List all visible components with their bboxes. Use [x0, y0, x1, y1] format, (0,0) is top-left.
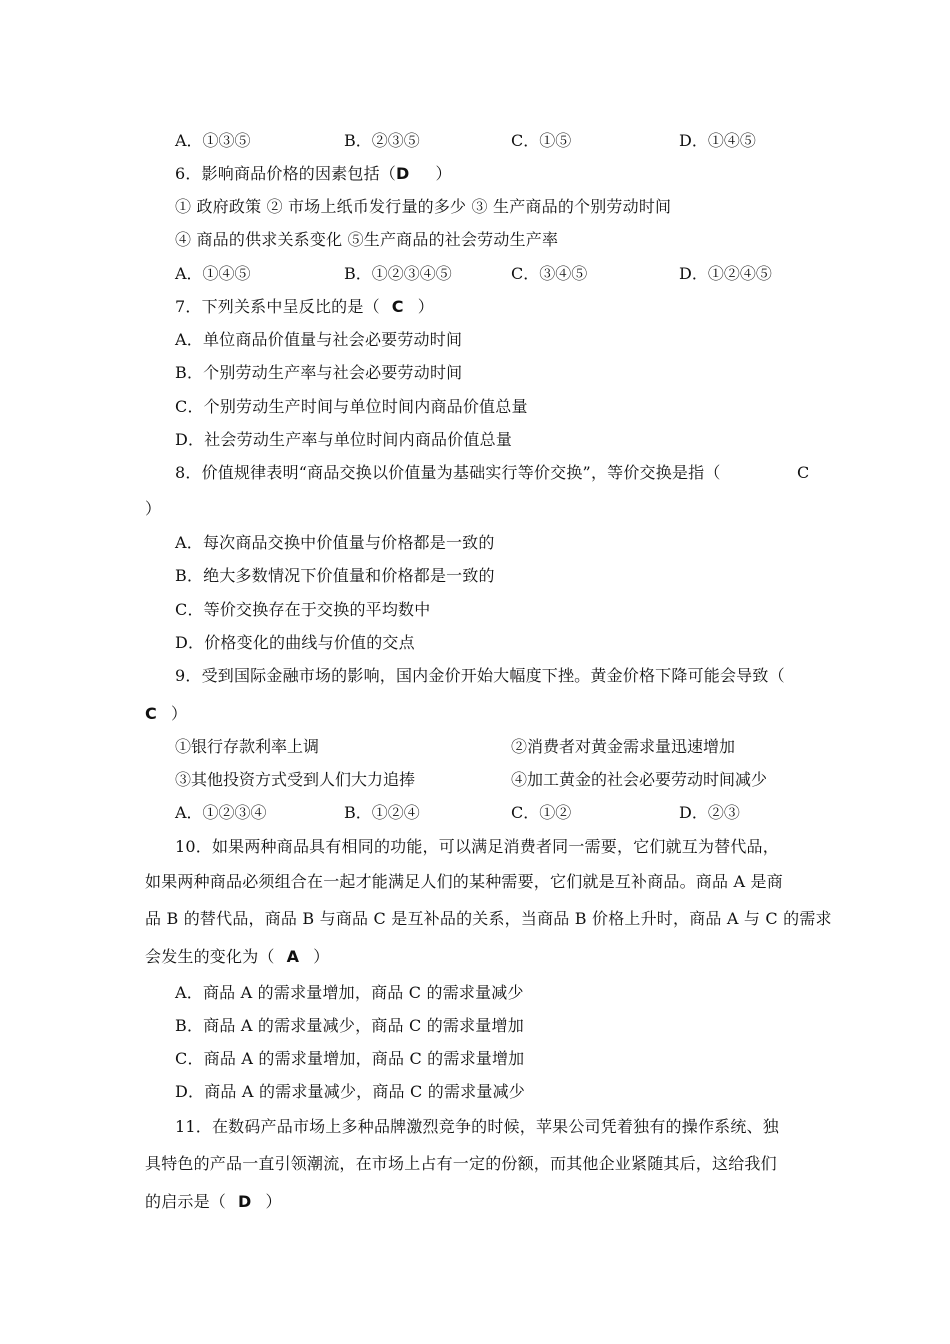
q5-option-d: D．①④⑤ [679, 131, 756, 150]
q9-option-a: A．①②③④ [175, 803, 267, 822]
q10-option-b: B．商品 A 的需求量减少，商品 C 的需求量增加 [175, 1016, 524, 1035]
q6-stem: 6．影响商品价格的因素包括（D ） [175, 164, 452, 183]
q8-option-b: B．绝大多数情况下价值量和价格都是一致的 [175, 566, 495, 585]
q7-answer: C [391, 297, 404, 316]
q10-line4: 会发生的变化为（ A ） [145, 947, 330, 966]
q8-close-paren: ） [145, 499, 162, 518]
q9-item-2: ②消费者对黄金需求量迅速增加 [511, 737, 736, 756]
q9-option-c: C．①② [511, 803, 572, 822]
q11-answer: D [238, 1192, 252, 1211]
q8-stem: 8．价值规律表明“商品交换以价值量为基础实行等价交换”，等价交换是指（ [175, 463, 721, 482]
q10-answer: A [286, 947, 300, 966]
q11-line3: 的启示是（ D ） [145, 1192, 282, 1211]
q7-option-d: D．社会劳动生产率与单位时间内商品价值总量 [175, 430, 513, 449]
q8-option-a: A．每次商品交换中价值量与价格都是一致的 [175, 533, 495, 552]
q10-line3: 品 B 的替代品，商品 B 与商品 C 是互补品的关系，当商品 B 价格上升时，商品 A 与 C 的需求 [145, 909, 832, 928]
q9-option-d: D．②③ [679, 803, 740, 822]
q7-stem: 7．下列关系中呈反比的是（ C ） [175, 297, 434, 316]
q9-answer-line: C ） [145, 704, 188, 723]
q6-option-c: C．③④⑤ [511, 264, 588, 283]
q9-option-b: B．①②④ [344, 803, 420, 822]
q10-option-a: A．商品 A 的需求量增加，商品 C 的需求量减少 [175, 983, 524, 1002]
q6-option-d: D．①②④⑤ [679, 264, 772, 283]
q9-item-1: ①银行存款利率上调 [175, 737, 320, 756]
q9-stem: 9．受到国际金融市场的影响，国内金价开始大幅度下挫。黄金价格下降可能会导致（ [175, 666, 785, 685]
q6-items-line1: ① 政府政策 ② 市场上纸币发行量的多少 ③ 生产商品的个别劳动时间 [175, 197, 672, 216]
q7-option-a: A．单位商品价值量与社会必要劳动时间 [175, 330, 463, 349]
q6-items-line2: ④ 商品的供求关系变化 ⑤生产商品的社会劳动生产率 [175, 230, 559, 249]
q8-answer: C [797, 463, 810, 482]
q8-option-d: D．价格变化的曲线与价值的交点 [175, 633, 415, 652]
q10-option-d: D．商品 A 的需求量减少，商品 C 的需求量减少 [175, 1082, 525, 1101]
q11-line2: 具特色的产品一直引领潮流，在市场上占有一定的份额，而其他企业紧随其后，这给我们 [145, 1154, 777, 1173]
q9-answer: C [145, 704, 157, 723]
q7-option-c: C．个别劳动生产时间与单位时间内商品价值总量 [175, 397, 528, 416]
q9-item-4: ④加工黄金的社会必要劳动时间减少 [511, 770, 768, 789]
q10-line2: 如果两种商品必须组合在一起才能满足人们的某种需要，它们就是互补商品。商品 A 是商 [145, 872, 783, 891]
q6-answer: D [395, 164, 410, 183]
q7-option-b: B．个别劳动生产率与社会必要劳动时间 [175, 363, 463, 382]
q5-option-a: A．①③⑤ [175, 131, 251, 150]
q10-option-c: C．商品 A 的需求量增加，商品 C 的需求量增加 [175, 1049, 525, 1068]
q8-option-c: C．等价交换存在于交换的平均数中 [175, 600, 431, 619]
q11-line1: 11．在数码产品市场上多种品牌激烈竞争的时候，苹果公司凭着独有的操作系统、独 [175, 1117, 779, 1136]
q6-option-a: A．①④⑤ [175, 264, 251, 283]
q10-line1: 10．如果两种商品具有相同的功能，可以满足消费者同一需要，它们就互为替代品， [175, 837, 779, 856]
q5-option-c: C．①⑤ [511, 131, 572, 150]
q5-option-b: B．②③⑤ [344, 131, 420, 150]
q9-item-3: ③其他投资方式受到人们大力追捧 [175, 770, 416, 789]
q6-option-b: B．①②③④⑤ [344, 264, 452, 283]
